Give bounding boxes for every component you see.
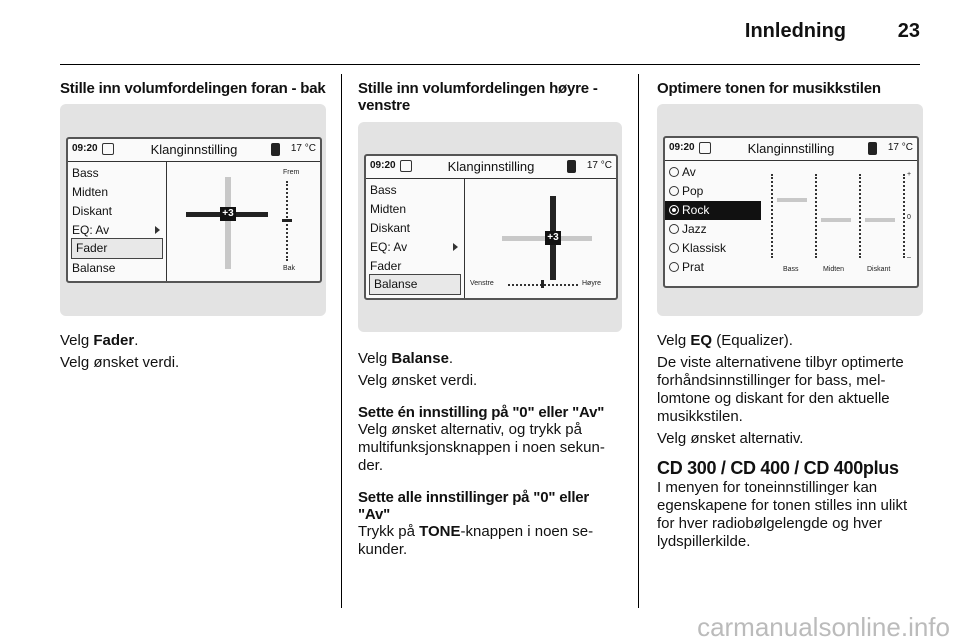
fader-scale-marker (282, 219, 292, 222)
preset-jazz[interactable]: Jazz (665, 220, 761, 239)
label-diskant: Diskant (867, 266, 891, 273)
eq-reference-scale (903, 174, 905, 258)
reset-all-text: Trykk på TONE-knappen i noen se-kunder. (358, 523, 594, 558)
eq-illustration (657, 104, 923, 316)
arrow-right-icon (453, 243, 458, 251)
watermark: carmanualsonline.info (697, 612, 950, 642)
fader-screen (66, 137, 322, 283)
keyword-balanse: Balanse (391, 350, 449, 367)
label-right: Høyre (582, 280, 602, 287)
section-heading-fader: Stille inn volumfordelingen foran - bak (60, 80, 326, 97)
arrow-right-icon (155, 226, 160, 234)
thermometer-icon (868, 142, 877, 155)
eq-midten-level (821, 218, 851, 222)
menu-item-diskant[interactable]: Diskant (370, 221, 411, 235)
balance-knob[interactable]: +3 (545, 231, 561, 245)
label-plus: + (907, 171, 912, 178)
menu-item-midten[interactable]: Midten (72, 185, 109, 199)
preset-av[interactable]: Av (665, 163, 761, 182)
instruction-text: Velg ønsket verdi. (60, 354, 180, 371)
screen-title: Klanginnstilling (150, 142, 238, 157)
page-number: 23 (897, 20, 920, 42)
page-header (60, 0, 920, 65)
radio-icon (669, 167, 679, 177)
keyword-fader: Fader (93, 332, 135, 349)
label-zero: 0 (907, 214, 911, 221)
eq-screen (663, 136, 919, 288)
menu-item-eq[interactable]: EQ: Av (68, 221, 166, 240)
thermometer-icon (271, 143, 280, 156)
eq-bass-level (777, 198, 807, 202)
menu-item-fader[interactable]: Fader (370, 259, 402, 273)
clock-readout: 09:20 (669, 142, 695, 153)
column-divider-1 (341, 74, 342, 608)
section-heading-eq: Optimere tonen for musikkstilen (657, 80, 881, 97)
column-fader (60, 80, 330, 97)
column-balance (358, 80, 620, 114)
eq-diskant-scale (859, 174, 861, 258)
fader-vertical-track (225, 177, 231, 269)
model-description: I menyen for toneinnstillinger kan egenskapene for tonen stilles inn ulikt for hver radiobølgelengde og hver lydspillerkilde. (657, 479, 908, 550)
fader-illustration (60, 104, 326, 316)
clock-readout: 09:20 (72, 143, 98, 154)
eq-description: De viste alternativene tilbyr optimerte forhåndsinnstillinger for bass, mel-lomtone og diskant for den aktuelle musikkstilen. (657, 354, 904, 425)
radio-selected-icon (669, 205, 679, 215)
chapter-title: Innledning (744, 20, 846, 42)
balance-instructions: Velg Balanse. Velg ønsket verdi. Sette én innstilling på "0" eller "Av" Velg ønsket alternativ, og trykk på multifunksjonsknappen i noen sekun-der. Sette alle innstillinger på "0" eller "Av" Trykk på TONE-knappen i noen se-kunder. (358, 350, 620, 559)
menu-item-balanse[interactable]: Balanse (72, 261, 116, 275)
eq-bass-scale (771, 174, 773, 258)
radio-icon (669, 243, 679, 253)
preset-rock[interactable]: Rock (665, 201, 761, 220)
fader-knob[interactable]: +3 (220, 207, 236, 221)
menu-item-balanse[interactable]: Balanse (369, 274, 461, 295)
temperature-readout: 17 °C (290, 143, 316, 154)
tone-menu (366, 179, 465, 298)
instruction-text: Velg ønsket verdi. (358, 372, 478, 389)
menu-item-diskant[interactable]: Diskant (72, 204, 113, 218)
keyword-tone: TONE (419, 523, 461, 540)
eq-diskant-level (865, 218, 895, 222)
menu-item-fader[interactable]: Fader (71, 238, 163, 259)
reset-one-text: Velg ønsket alternativ, og trykk på multifunksjonsknappen i noen sekun-der. (358, 421, 605, 474)
keyword-eq: EQ (690, 332, 713, 349)
clock-readout: 09:20 (370, 160, 396, 171)
label-midten: Midten (823, 266, 845, 273)
column-divider-2 (638, 74, 639, 608)
balance-screen (364, 154, 618, 300)
screen-title: Klanginnstilling (747, 141, 835, 156)
radio-icon (669, 224, 679, 234)
label-minus: – (907, 254, 911, 261)
preset-klassisk[interactable]: Klassisk (665, 239, 761, 258)
temperature-readout: 17 °C (586, 160, 612, 171)
label-back: Bak (283, 265, 296, 272)
radio-icon (669, 186, 679, 196)
menu-item-bass[interactable]: Bass (370, 183, 397, 197)
section-heading-balance: Stille inn volumfordelingen høyre - venstre (358, 80, 598, 114)
model-heading: CD 300 / CD 400 / CD 400plus (657, 458, 899, 478)
fader-instructions: Velg Fader. Velg ønsket verdi. (60, 332, 330, 372)
label-front: Frem (283, 169, 300, 176)
temperature-readout: 17 °C (887, 142, 913, 153)
radio-icon (669, 262, 679, 272)
screen-title: Klanginnstilling (447, 159, 535, 174)
subheading-reset-one: Sette én innstilling på "0" eller "Av" (358, 404, 605, 421)
eq-preset-menu (665, 161, 761, 286)
menu-item-midten[interactable]: Midten (370, 202, 407, 216)
preset-prat[interactable]: Prat (665, 258, 761, 277)
eq-instructions: Velg EQ (Equalizer). De viste alternativene tilbyr optimerte forhåndsinnstillinger for bass, mel-lomtone og diskant for den aktuelle musikkstilen. Velg ønsket alternativ. CD 300 / CD 400 / CD 400plus I menyen for toneinnstillinger kan egenskapene for tonen stilles inn ulikt for hver radiobølgelengde og hver lydspillerkilde. (657, 332, 923, 551)
menu-item-bass[interactable]: Bass (72, 166, 99, 180)
preset-pop[interactable]: Pop (665, 182, 761, 201)
thermometer-icon (567, 160, 576, 173)
eq-select-text: Velg ønsket alternativ. (657, 430, 804, 447)
balance-scale-marker (541, 280, 544, 288)
label-bass: Bass (783, 266, 799, 273)
subheading-reset-all: Sette alle innstillinger på "0" eller "Av" (358, 489, 590, 523)
eq-midten-scale (815, 174, 817, 258)
menu-item-eq[interactable]: EQ: Av (366, 238, 464, 257)
tone-menu (68, 162, 167, 281)
balance-illustration (358, 122, 622, 332)
column-eq (657, 80, 923, 97)
label-left: Venstre (470, 280, 494, 287)
